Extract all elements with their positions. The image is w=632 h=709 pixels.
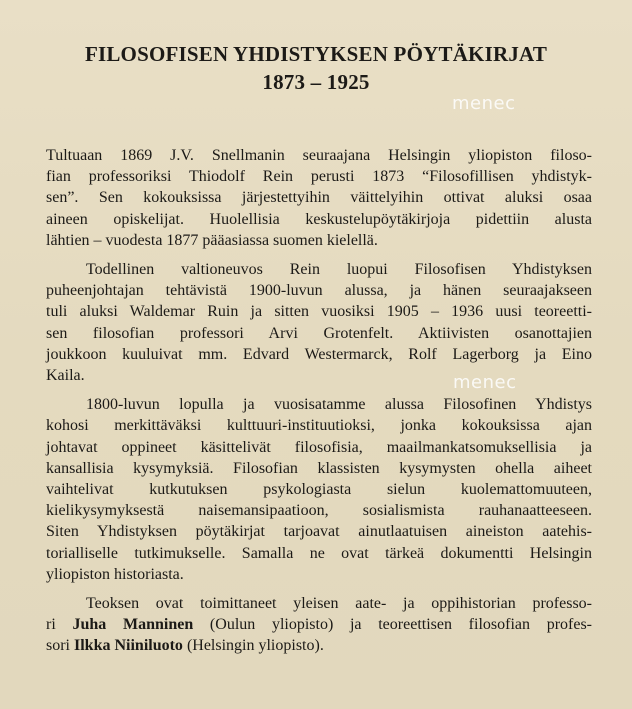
editor-name: Ilkka Niiniluoto <box>74 637 183 655</box>
watermark: menec <box>453 372 517 393</box>
text-line: yliopiston historiasta. <box>46 565 184 583</box>
paragraph-1 <box>46 145 592 251</box>
body-text <box>46 145 592 657</box>
text-line: ri Juha Manninen (Oulun yliopisto) ja teoreettisen filosofian profes- <box>46 616 593 634</box>
text-line: torialliselle tutkimukselle. Samalla ne ovat tärkeä dokumentti Helsingin <box>46 544 592 562</box>
paragraph-3 <box>46 394 592 585</box>
text-line: Todellinen valtioneuvos Rein luopui Filosofisen Yhdistyksen <box>86 261 592 279</box>
text-line: aineen opiskelijat. Huolellisia keskustelupöytäkirjoja pidettiin alusta <box>46 210 592 228</box>
text-line: kielikysymyksestä naisemansipaatioon, sosialismista rauhanaatteeseen. <box>46 502 592 520</box>
text-line: kansallisia kysymyksiä. Filosofian klassisten kysymysten ohella aiheet <box>46 459 592 477</box>
text-line: joukkoon kuuluivat mm. Edvard Westermarck, Rolf Lagerborg ja Eino <box>46 345 592 363</box>
watermark: menec <box>452 93 516 114</box>
text-line: johtavat oppineet käsittelivät filosofisia, maailmankatsomuksellisia ja <box>46 438 592 456</box>
text-line: puheenjohtajan tehtävistä 1900-luvun alussa, ja hänen seuraajakseen <box>46 282 592 300</box>
text-line: sen”. Sen kokouksissa järjestettyihin väittelyihin ottivat aluksi osaa <box>46 189 592 207</box>
text-line: Kaila. <box>46 367 85 385</box>
editor-name: Juha Manninen <box>72 616 194 634</box>
text-line: vaihtelivat kutkutuksen psykologiasta sielun kuolemattomuuteen, <box>46 481 592 499</box>
text-line: sen filosofian professori Arvi Grotenfelt. Aktiivisten osanottajien <box>46 324 592 342</box>
text-line: Siten Yhdistyksen pöytäkirjat tarjoavat ainutlaatuisen aineiston aatehis- <box>46 523 592 541</box>
text-line: tuli aluksi Waldemar Ruin ja sitten vuosiksi 1905 – 1936 uusi teoreetti- <box>46 303 592 321</box>
text-line: sori Ilkka Niiniluoto (Helsingin yliopisto). <box>46 637 324 655</box>
paragraph-4 <box>46 593 592 657</box>
page-subtitle-years: 1873 – 1925 <box>262 70 370 94</box>
text-line: lähtien – vuodesta 1877 pääasiassa suomen kielellä. <box>46 231 378 249</box>
text-line: 1800-luvun lopulla ja vuosisatamme alussa Filosofinen Yhdistys <box>86 396 592 414</box>
text-line: Tultuaan 1869 J.V. Snellmanin seuraajana Helsingin yliopiston filoso- <box>46 147 592 164</box>
text-line: kohosi merkittäväksi kulttuuri-instituutioksi, jonka kokouksissa ajan <box>46 417 592 435</box>
paragraph-2 <box>46 259 592 386</box>
text-line: Teoksen ovat toimittaneet yleisen aate- ja oppihistorian professo- <box>86 595 592 613</box>
page-title: FILOSOFISEN YHDISTYKSEN PÖYTÄKIRJAT <box>84 42 548 66</box>
text-line: fian professoriksi Thiodolf Rein perusti 1873 “Filosofillisen yhdistyk- <box>46 168 592 186</box>
